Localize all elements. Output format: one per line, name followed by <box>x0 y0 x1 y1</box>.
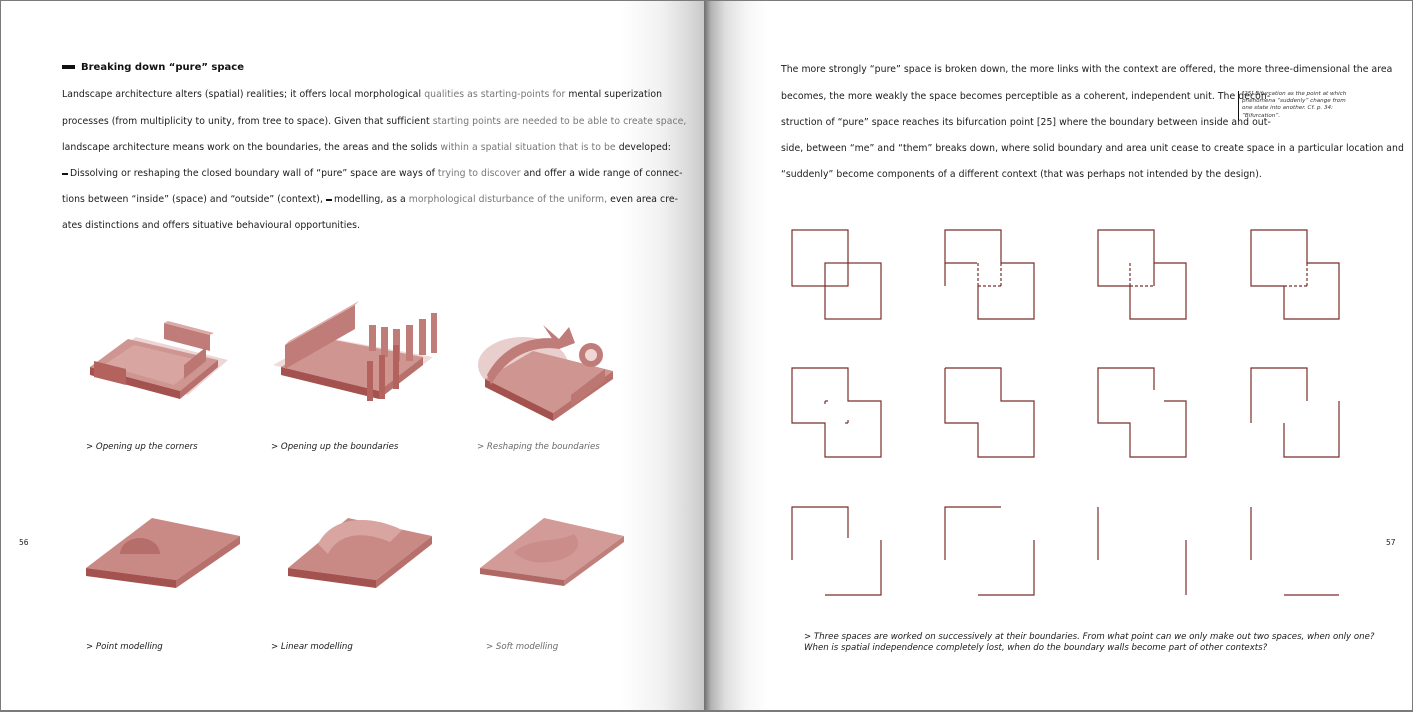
page-number-right: 57 <box>1386 538 1396 547</box>
page-number-left: 56 <box>19 538 29 547</box>
model-opening-corners <box>76 315 241 415</box>
diagram-r3c4 <box>1251 507 1339 595</box>
diagram-r3c2 <box>945 507 1034 595</box>
caption-opening-corners: > Opening up the corners <box>86 442 198 452</box>
diagram-caption-line2: When is spatial independence completely lost, when do the boundary walls become part of other contexts? <box>804 643 1268 653</box>
caption-linear-modelling: > Linear modelling <box>271 642 353 652</box>
body-line: landscape architecture means work on the boundaries, the areas and the solids within a spatial situation that is to be developed: <box>62 142 671 153</box>
body-line: The more strongly “pure” space is broken down, the more links with the context are offered, the more three-dimensional the area <box>781 64 1393 75</box>
body-line: struction of “pure” space reaches its bifurcation point [25] where the boundary between inside and out- <box>781 117 1271 128</box>
model-opening-boundaries <box>263 295 448 415</box>
caption-soft-modelling: > Soft modelling <box>486 642 559 652</box>
model-linear-modelling <box>282 508 440 596</box>
diagram-caption-line1: > Three spaces are worked on successively at their boundaries. From what point can we only make out two spaces, when only one? <box>804 632 1375 642</box>
diagram-r1c2 <box>945 230 1034 319</box>
body-line: processes (from multiplicity to unity, from tree to space). Given that sufficient starting points are needed to be able to create space, <box>62 116 687 127</box>
body-line: Dissolving or reshaping the closed boundary wall of “pure” space are ways of trying to discover and offer a wide range of connec- <box>62 168 683 179</box>
diagram-r1c1 <box>792 230 881 319</box>
diagram-r1c3 <box>1098 230 1186 319</box>
diagram-r3c1 <box>792 507 881 595</box>
diagram-r2c1 <box>792 368 881 457</box>
model-point-modelling <box>76 508 244 596</box>
model-soft-modelling <box>474 508 630 596</box>
body-line: “suddenly” become components of a different context (that was perhaps not intended by the design). <box>781 169 1262 180</box>
caption-opening-boundaries: > Opening up the boundaries <box>271 442 399 452</box>
diagram-r2c4 <box>1251 368 1339 457</box>
diagram-r2c3 <box>1098 368 1186 457</box>
body-line: tions between “inside” (space) and “outside” (context), modelling, as a morphological disturbance of the uniform, even area cre- <box>62 194 679 205</box>
diagram-r2c2 <box>945 368 1034 457</box>
footnote: [25] Bifurcation as the point at which phenomena “suddenly” change from one state into another. Cf. p. 34: “Bifurcation”. <box>1238 91 1356 120</box>
diagram-r3c3 <box>1098 507 1186 595</box>
caption-reshaping-boundaries: > Reshaping the boundaries <box>477 442 600 452</box>
body-line: becomes, the more weakly the space becomes perceptible as a coherent, independent unit. The decon- <box>781 91 1271 102</box>
body-line: ates distinctions and offers situative behavioural opportunities. <box>62 220 361 231</box>
body-line: Landscape architecture alters (spatial) realities; it offers local morphological qualities as starting-points for mental superization <box>62 89 663 100</box>
model-reshaping-boundaries <box>463 315 623 425</box>
body-line: side, between “me” and “them” breaks down, where solid boundary and area unit cease to create space in a particular location and <box>781 143 1404 154</box>
caption-point-modelling: > Point modelling <box>86 642 163 652</box>
diagram-r1c4 <box>1251 230 1339 319</box>
section-heading: Breaking down “pure” space <box>62 62 244 73</box>
boundary-diagram-grid <box>780 220 1360 605</box>
